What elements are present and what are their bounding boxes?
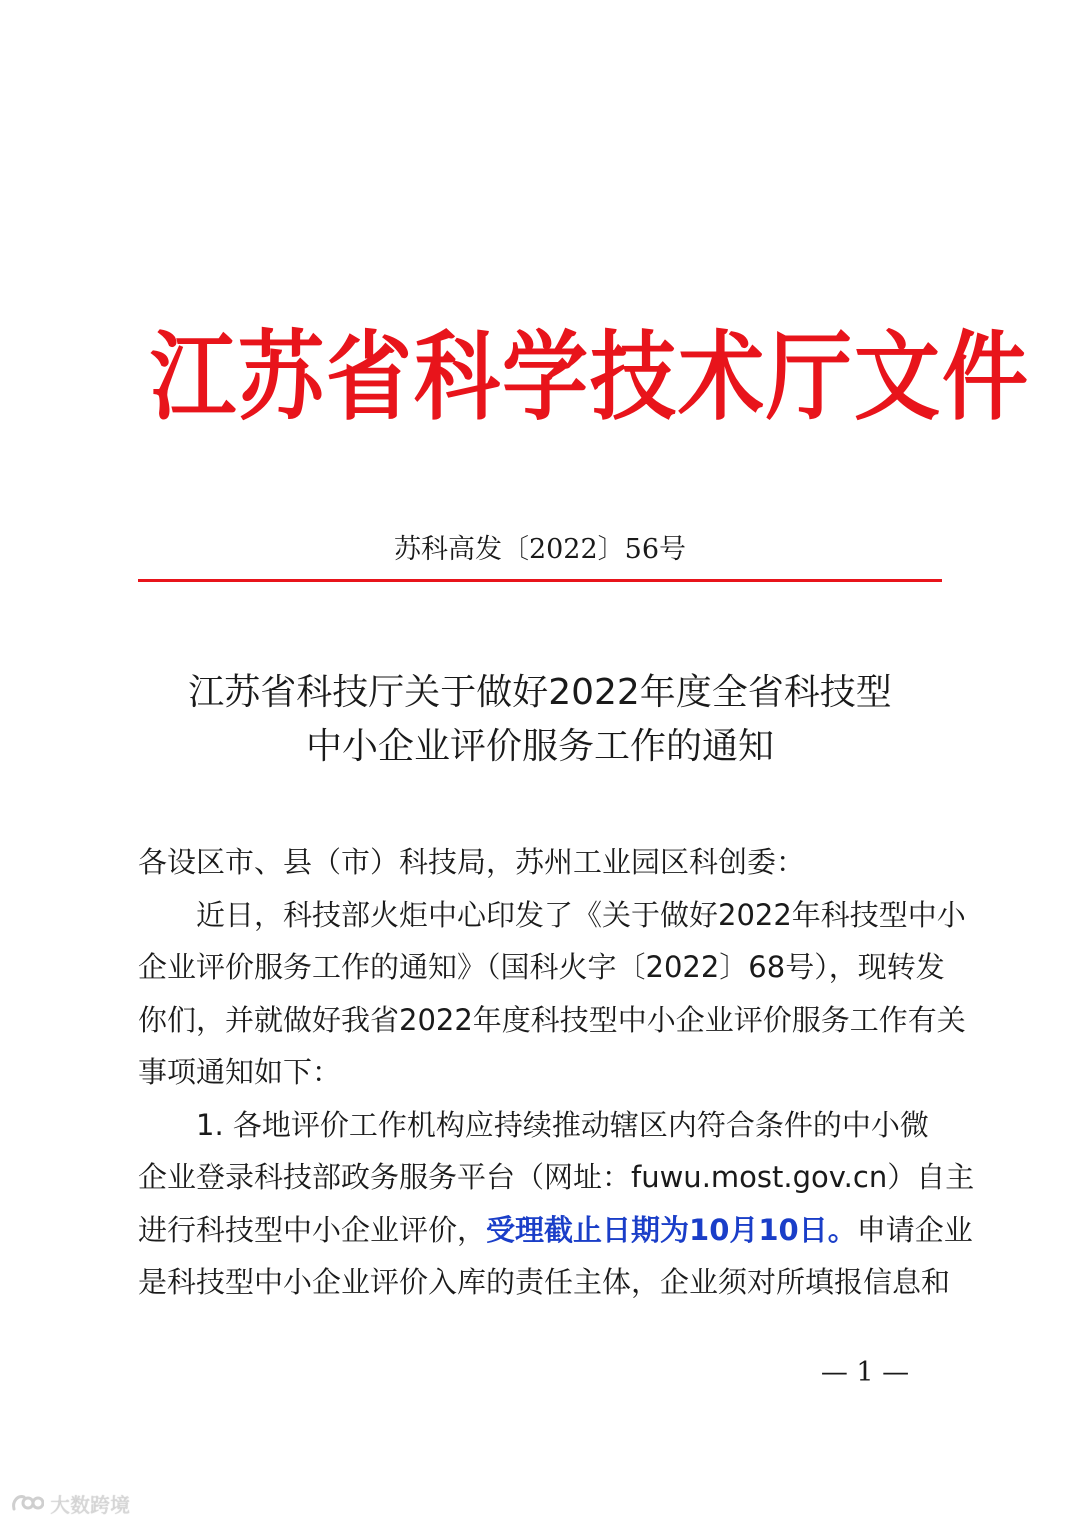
salutation: 各设区市、县（市）科技局，苏州工业园区科创委： (138, 845, 806, 879)
paragraph-line: 是科技型中小企业评价入库的责任主体，企业须对所填报信息和 (138, 1265, 951, 1299)
paragraph-line (138, 1204, 973, 1257)
title-line: 江苏省科技厅关于做好2022年度全省科技型 (188, 672, 892, 713)
paragraph-line: 你们，并就做好我省2022年度科技型中小企业评价服务工作有关 (138, 1002, 966, 1037)
paragraph-line: 企业登录科技部政务服务平台（网址：fuwu.most.gov.cn）自主 (138, 1160, 975, 1194)
title-line: 中小企业评价服务工作的通知 (305, 726, 774, 767)
red-divider-line (138, 579, 942, 582)
masthead-title: 江苏省科学技术厅文件 (150, 322, 1030, 434)
page-number: — 1 — (820, 1357, 910, 1388)
paragraph-line: 事项通知如下： (138, 1055, 342, 1089)
paragraph-line: 企业评价服务工作的通知》（国科火字〔2022〕68号），现转发 (138, 950, 945, 984)
line-prefix: 进行科技型中小企业评价， (138, 1212, 487, 1247)
watermark-text: 大数跨境 (50, 1492, 130, 1517)
logo-icon (10, 1491, 44, 1515)
document-number: 苏科高发〔2022〕56号 (393, 534, 687, 565)
deadline-highlight: 受理截止日期为10月10日。 (486, 1212, 857, 1247)
watermark (10, 1488, 130, 1518)
notice-title (0, 666, 1080, 774)
paragraph-line: 近日，科技部火炬中心印发了《关于做好2022年科技型中小 (196, 897, 966, 932)
paragraph-line: 1. 各地评价工作机构应持续推动辖区内符合条件的中小微 (196, 1107, 929, 1142)
line-suffix: 申请企业 (856, 1212, 973, 1247)
body-text (138, 836, 975, 1309)
